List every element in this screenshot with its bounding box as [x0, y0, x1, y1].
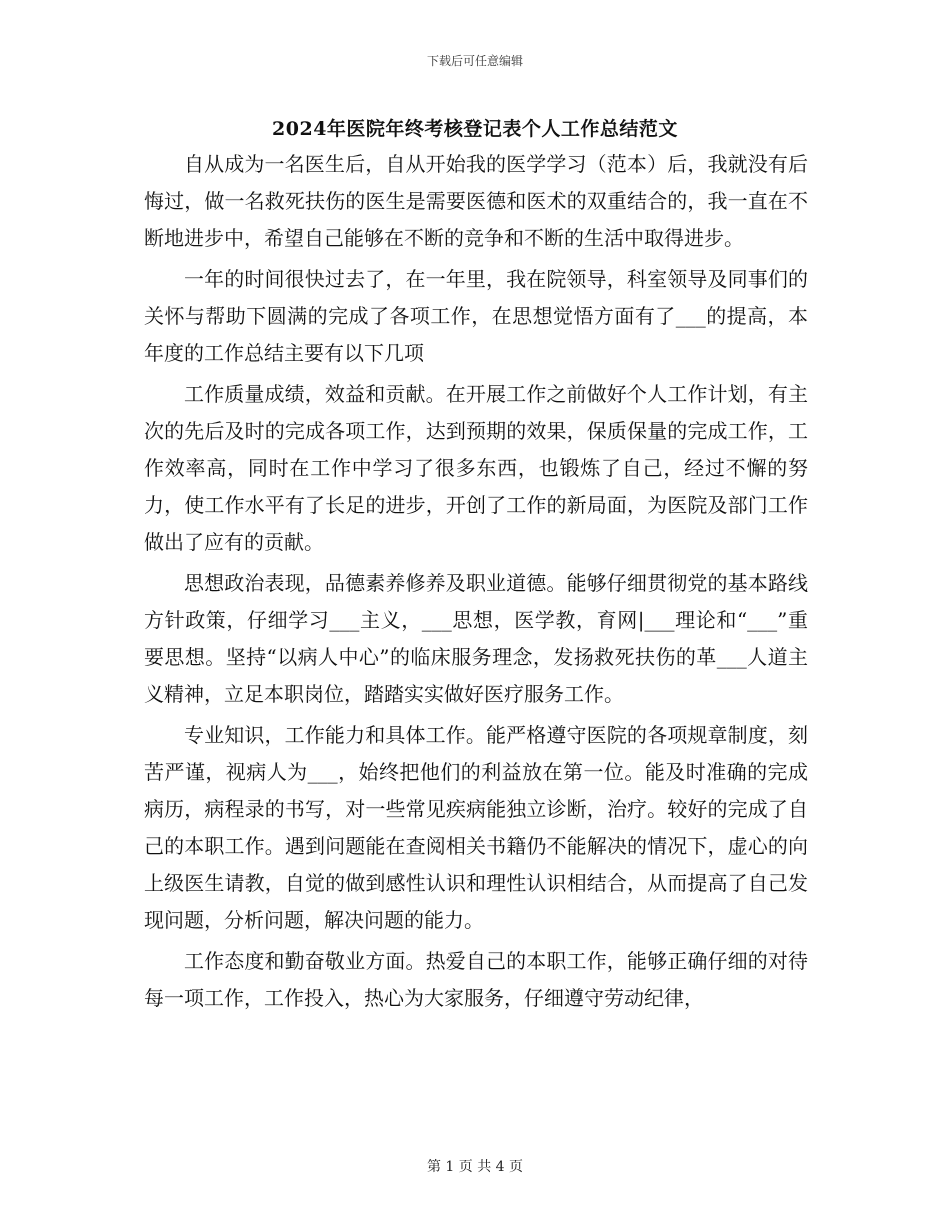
document-body	[144, 146, 808, 1021]
paragraph: 思想政治表现，品德素养修养及职业道德。能够仔细贯彻党的基本路线方针政策，仔细学习___主义，___思想，医学教，育网|___理论和“___”重要思想。坚持“以病人中心”的临床服务理念，发扬救死扶伤的革___人道主义精神，立足本职岗位，踏踏实实做好医疗服务工作。	[144, 571, 808, 706]
document-title: 2024年医院年终考核登记表个人工作总结范文	[272, 118, 678, 140]
paragraph: 自从成为一名医生后，自从开始我的医学学习（范本）后，我就没有后悔过，做一名救死扶伤的医生是需要医德和医术的双重结合的，我一直在不断地进步中，希望自己能够在不断的竞争和不断的生活中取得进步。	[144, 152, 808, 250]
paragraph: 工作质量成绩，效益和贡献。在开展工作之前做好个人工作计划，有主次的先后及时的完成各项工作，达到预期的效果，保质保量的完成工作，工作效率高，同时在工作中学习了很多东西，也锻炼了自己，经过不懈的努力，使工作水平有了长足的进步，开创了工作的新局面，为医院及部门工作做出了应有的贡献。	[144, 382, 808, 554]
page-number-footer: 第 1 页 共 4 页	[426, 1159, 524, 1175]
paragraph: 工作态度和勤奋敬业方面。热爱自己的本职工作，能够正确仔细的对待每一项工作，工作投入，热心为大家服务，仔细遵守劳动纪律，	[144, 949, 808, 1010]
paragraph: 专业知识，工作能力和具体工作。能严格遵守医院的各项规章制度，刻苦严谨，视病人为___，始终把他们的利益放在第一位。能及时准确的完成病历，病程录的书写，对一些常见疾病能独立诊断，治疗。较好的完成了自己的本职工作。遇到问题能在查阅相关书籍仍不能解决的情况下，虚心的向上级医生请教，自觉的做到感性认识和理性认识相结合，从而提高了自己发现问题，分析问题，解决问题的能力。	[144, 723, 808, 932]
header-note: 下载后可任意编辑	[426, 54, 523, 68]
paragraph: 一年的时间很快过去了，在一年里，我在院领导，科室领导及同事们的关怀与帮助下圆满的完成了各项工作，在思想觉悟方面有了___的提高，本年度的工作总结主要有以下几项	[144, 267, 808, 365]
